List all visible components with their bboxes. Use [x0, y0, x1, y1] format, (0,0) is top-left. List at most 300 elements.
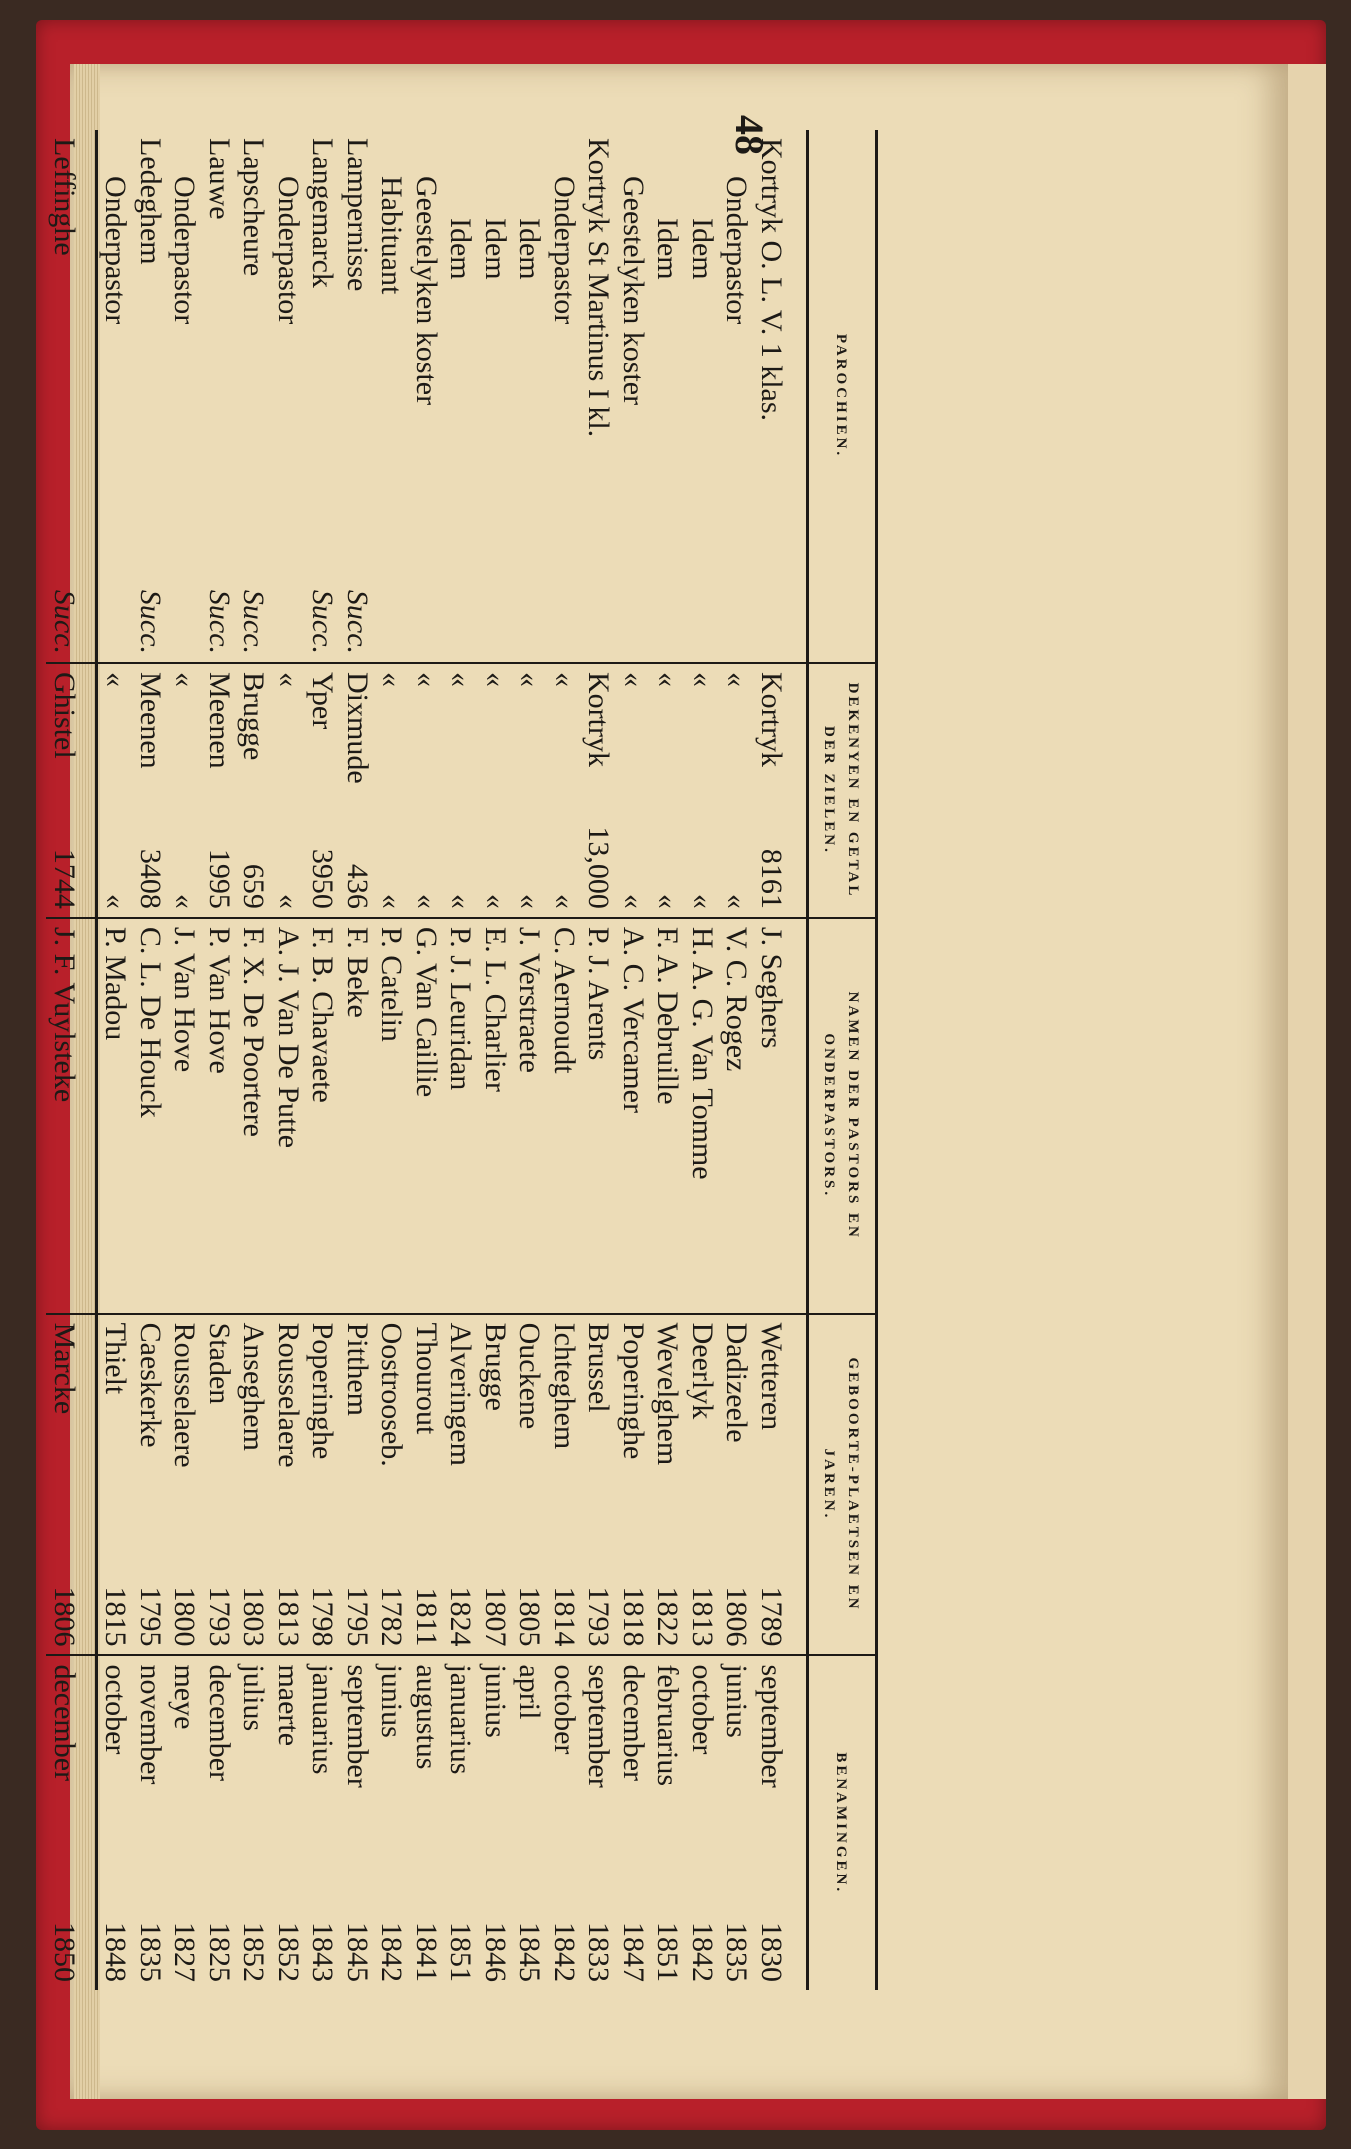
parochie-wrap	[167, 138, 202, 654]
benaming-jaar: 1842	[548, 1922, 581, 1982]
dekenij-wrap	[685, 672, 720, 909]
parochie-wrap	[236, 138, 271, 654]
geboorte-cell	[340, 1314, 375, 1656]
geboorte-plaats: Dadizeele	[720, 1322, 754, 1443]
geboorte-jaar: 1814	[548, 1586, 581, 1647]
benaming-cell	[202, 1655, 237, 1990]
geboorte-jaar: 1805	[513, 1586, 547, 1647]
geboorte-wrap	[512, 1323, 547, 1647]
benaming-wrap	[581, 1664, 616, 1982]
table-row	[512, 130, 547, 1990]
geboorte-jaar: 1795	[134, 1586, 167, 1647]
dekenij-cell	[340, 663, 375, 918]
zielen-count: «	[168, 893, 202, 909]
geboorte-wrap	[719, 1323, 754, 1647]
parochie-cell	[374, 130, 409, 663]
dekenij-cell	[547, 663, 582, 918]
table-row	[685, 130, 720, 1990]
page-number: 48	[727, 115, 772, 155]
benaming-wrap	[47, 1664, 82, 1982]
dekenij-cell	[616, 663, 651, 918]
benaming-wrap	[167, 1664, 202, 1982]
geboorte-cell	[167, 1314, 202, 1656]
pastor-name: P. Van Hove	[202, 918, 237, 1314]
geboorte-jaar: 1818	[617, 1586, 650, 1647]
pastor-name: H. A. G. Van Tomme	[685, 918, 720, 1314]
geboorte-cell	[97, 1314, 133, 1656]
parochie-name: Idem	[651, 218, 685, 280]
parochie-cell	[581, 130, 616, 663]
benaming-maand: october	[99, 1664, 133, 1755]
geboorte-wrap	[374, 1323, 409, 1647]
geboorte-jaar: 1800	[168, 1586, 202, 1647]
benaming-maand: november	[134, 1664, 167, 1785]
parochie-wrap	[443, 138, 478, 654]
pastor-name: C. L. De Houck	[133, 918, 168, 1314]
zielen-count: «	[617, 893, 650, 909]
benaming-maand: april	[513, 1664, 547, 1720]
geboorte-cell	[202, 1314, 237, 1656]
zielen-count: «	[272, 893, 305, 909]
dekenij-name: Brugge	[237, 672, 271, 761]
zielen-count: «	[479, 893, 512, 909]
benaming-wrap	[133, 1664, 168, 1982]
benaming-cell	[340, 1655, 375, 1990]
geboorte-plaats: Rousselaere	[272, 1322, 305, 1468]
benaming-cell	[133, 1655, 168, 1990]
benaming-cell	[650, 1655, 685, 1990]
geboorte-cell	[616, 1314, 651, 1656]
geboorte-jaar: 1798	[306, 1586, 340, 1647]
dekenij-wrap	[650, 672, 685, 909]
geboorte-wrap	[754, 1323, 789, 1647]
parochie-cell	[685, 130, 720, 663]
parochie-cell	[512, 130, 547, 663]
zielen-count: «	[444, 893, 478, 909]
dekenij-name: «	[479, 672, 512, 688]
geboorte-plaats: Caeskerke	[134, 1322, 167, 1448]
pastor-name: F. Beke	[340, 918, 375, 1314]
benaming-wrap	[650, 1664, 685, 1982]
benaming-maand: december	[617, 1664, 650, 1782]
parochie-name: Idem	[444, 218, 478, 280]
table-row	[443, 130, 478, 1990]
geboorte-cell	[754, 1314, 808, 1656]
parochie-name: Habituant	[375, 176, 409, 295]
benaming-cell	[47, 1655, 97, 1990]
geboorte-jaar: 1813	[272, 1586, 305, 1647]
table-row	[271, 130, 306, 1990]
parochie-wrap	[685, 138, 720, 654]
benaming-jaar: 1852	[272, 1922, 305, 1982]
geboorte-wrap	[271, 1323, 306, 1647]
parochie-name: Lampernisse	[341, 138, 374, 292]
dekenij-name: Meenen	[134, 672, 167, 769]
dekenij-wrap	[47, 672, 82, 909]
benaming-jaar: 1835	[134, 1922, 167, 1982]
zielen-count: «	[720, 893, 754, 909]
benaming-maand: october	[686, 1664, 719, 1755]
benaming-cell	[271, 1655, 306, 1990]
table-row	[202, 130, 237, 1990]
parochie-cell	[133, 130, 168, 663]
parochie-cell	[167, 130, 202, 663]
parochie-name: Idem	[513, 218, 547, 280]
geboorte-wrap	[340, 1323, 375, 1647]
parochie-wrap	[271, 138, 306, 654]
pastor-name: P. J. Leuridan	[443, 918, 478, 1314]
geboorte-jaar: 1793	[203, 1586, 236, 1647]
geboorte-plaats: Anseghem	[237, 1322, 271, 1451]
geboorte-cell	[236, 1314, 271, 1656]
geboorte-jaar: 1803	[237, 1586, 271, 1647]
parochie-name: Langemarck	[306, 138, 340, 288]
benaming-jaar: 1835	[720, 1922, 754, 1982]
benaming-jaar: 1841	[410, 1922, 443, 1982]
geboorte-plaats: Marcke	[48, 1322, 81, 1415]
dekenij-wrap	[547, 672, 582, 909]
benaming-cell	[547, 1655, 582, 1990]
geboorte-plaats: Staden	[203, 1322, 236, 1405]
benaming-cell	[754, 1655, 808, 1990]
geboorte-plaats: Brugge	[479, 1322, 512, 1411]
geboorte-plaats: Deerlyk	[686, 1322, 719, 1420]
benaming-jaar: 1845	[341, 1922, 374, 1982]
parochie-wrap	[340, 138, 375, 654]
benaming-cell	[97, 1655, 133, 1990]
dekenij-wrap	[443, 672, 478, 909]
pastor-name: G. Van Caillie	[409, 918, 444, 1314]
geboorte-jaar: 1811	[410, 1587, 443, 1647]
dekenij-name: «	[99, 672, 133, 688]
dekenij-cell	[97, 663, 133, 918]
pastor-name: P. Madou	[97, 918, 133, 1314]
parochie-wrap	[616, 138, 651, 654]
geboorte-wrap	[581, 1323, 616, 1647]
geboorte-wrap	[547, 1323, 582, 1647]
benaming-cell	[443, 1655, 478, 1990]
dekenij-cell	[374, 663, 409, 918]
benaming-wrap	[616, 1664, 651, 1982]
benaming-wrap	[340, 1664, 375, 1982]
benaming-maand: september	[582, 1664, 616, 1788]
dekenij-name: «	[375, 672, 409, 688]
geboorte-cell	[374, 1314, 409, 1656]
table-header-row	[808, 130, 877, 1990]
geboorte-wrap	[305, 1323, 340, 1647]
parochie-wrap	[409, 138, 444, 654]
dekenij-wrap	[581, 672, 616, 909]
geboorte-jaar: 1807	[479, 1586, 512, 1647]
benaming-cell	[616, 1655, 651, 1990]
succ-label: Succ.	[48, 589, 81, 655]
geboorte-cell	[478, 1314, 513, 1656]
benaming-cell	[478, 1655, 513, 1990]
benaming-wrap	[236, 1664, 271, 1982]
dekenij-cell	[202, 663, 237, 918]
zielen-count: «	[686, 893, 719, 909]
parochie-cell	[97, 130, 133, 663]
parochie-name: Onderpastor	[548, 176, 581, 325]
dekenij-wrap	[719, 672, 754, 909]
geboorte-cell	[581, 1314, 616, 1656]
zielen-count: «	[375, 893, 409, 909]
zielen-count: 436	[341, 863, 374, 909]
dekenij-cell	[167, 663, 202, 918]
pastor-name: J. Seghers	[754, 918, 808, 1314]
geboorte-plaats: Wetteren	[755, 1322, 788, 1431]
dekenij-cell	[271, 663, 306, 918]
benaming-wrap	[202, 1664, 237, 1982]
dekenij-wrap	[236, 672, 271, 909]
pastor-name: E. L. Charlier	[478, 918, 513, 1314]
table-row	[97, 130, 133, 1990]
geboorte-jaar: 1815	[99, 1586, 133, 1647]
col-header-benamingen: BENAMINGEN.	[808, 1655, 877, 1990]
dekenij-wrap	[340, 672, 375, 909]
zielen-count: «	[99, 893, 133, 909]
parochie-name: Lauwe	[203, 138, 236, 220]
rotated-page-content	[48, 95, 1298, 2079]
parochie-cell	[443, 130, 478, 663]
geboorte-wrap	[478, 1323, 513, 1647]
benaming-cell	[512, 1655, 547, 1990]
parochie-name: Lapscheure	[237, 138, 271, 277]
dekenij-cell	[47, 663, 97, 918]
benaming-wrap	[443, 1664, 478, 1982]
pastor-name: P. Catelin	[374, 918, 409, 1314]
pastor-name: V. C. Rogez	[719, 918, 754, 1314]
parochie-cell	[650, 130, 685, 663]
table-row	[547, 130, 582, 1990]
succ-label: Succ.	[341, 589, 374, 655]
benaming-jaar: 1847	[617, 1922, 650, 1982]
dekenij-name: «	[686, 672, 719, 688]
geboorte-wrap	[650, 1323, 685, 1647]
geboorte-wrap	[236, 1323, 271, 1647]
geboorte-wrap	[443, 1323, 478, 1647]
parochie-wrap	[305, 138, 340, 654]
parochie-name: Leffinghe	[48, 138, 81, 256]
zielen-count: 3950	[306, 848, 340, 909]
dekenij-name: «	[513, 672, 547, 688]
geboorte-jaar: 1824	[444, 1586, 478, 1647]
table-row	[650, 130, 685, 1990]
geboorte-plaats: Thielt	[99, 1322, 133, 1395]
geboorte-plaats: Ichteghem	[548, 1322, 581, 1450]
parochie-wrap	[650, 138, 685, 654]
benaming-maand: julius	[237, 1664, 271, 1732]
benaming-jaar: 1830	[755, 1922, 788, 1982]
parochie-name: Onderpastor	[272, 176, 305, 325]
parochie-wrap	[547, 138, 582, 654]
benaming-wrap	[271, 1664, 306, 1982]
geboorte-plaats: Poperinghe	[306, 1322, 340, 1460]
geboorte-cell	[547, 1314, 582, 1656]
geboorte-cell	[650, 1314, 685, 1656]
pastor-name: F. A. Debruille	[650, 918, 685, 1314]
benaming-cell	[374, 1655, 409, 1990]
table-row	[478, 130, 513, 1990]
table-row	[616, 130, 651, 1990]
dekenij-cell	[478, 663, 513, 918]
benaming-jaar: 1851	[651, 1922, 685, 1982]
geboorte-jaar: 1793	[582, 1586, 616, 1647]
col-header-geboorte: GEBOORTE-PLAETSEN EN JAREN.	[808, 1314, 877, 1656]
geboorte-cell	[133, 1314, 168, 1656]
geboorte-plaats: Poperinghe	[617, 1322, 650, 1460]
dekenij-cell	[719, 663, 754, 918]
geboorte-cell	[409, 1314, 444, 1656]
dekenij-cell	[685, 663, 720, 918]
geboorte-cell	[512, 1314, 547, 1656]
table-row	[581, 130, 616, 1990]
benaming-maand: meye	[168, 1664, 202, 1730]
benaming-wrap	[305, 1664, 340, 1982]
geboorte-jaar: 1813	[686, 1586, 719, 1647]
geboorte-plaats: Brussel	[582, 1322, 616, 1413]
benaming-cell	[581, 1655, 616, 1990]
geboorte-plaats: Rousselaere	[168, 1322, 202, 1468]
dekenij-name: «	[410, 672, 443, 688]
table-row	[305, 130, 340, 1990]
dekenij-cell	[443, 663, 478, 918]
geboorte-plaats: Alveringem	[444, 1322, 478, 1466]
parochie-cell	[340, 130, 375, 663]
dekenij-wrap	[478, 672, 513, 909]
benaming-cell	[685, 1655, 720, 1990]
geboorte-wrap	[167, 1323, 202, 1647]
benaming-maand: maerte	[272, 1664, 305, 1747]
parochie-name: Idem	[479, 218, 512, 280]
parochie-cell	[271, 130, 306, 663]
pastor-name: P. J. Arents	[581, 918, 616, 1314]
geboorte-plaats: Wevelghem	[651, 1322, 685, 1466]
dekenij-wrap	[305, 672, 340, 909]
geboorte-wrap	[47, 1323, 82, 1647]
dekenij-name: «	[444, 672, 478, 688]
geboorte-plaats: Thourout	[410, 1322, 443, 1435]
geboorte-jaar: 1822	[651, 1586, 685, 1647]
geboorte-plaats: Oostrooseb.	[375, 1322, 409, 1467]
benaming-jaar: 1833	[582, 1922, 616, 1982]
dekenij-wrap	[409, 672, 444, 909]
benaming-wrap	[547, 1664, 582, 1982]
parochie-name: Ledeghem	[134, 138, 167, 265]
succ-label: Succ.	[306, 589, 340, 655]
geboorte-jaar: 1806	[48, 1586, 81, 1647]
zielen-count: «	[651, 893, 685, 909]
zielen-count: «	[548, 893, 581, 909]
dekenij-cell	[305, 663, 340, 918]
dekenij-cell	[133, 663, 168, 918]
succ-label: Succ.	[203, 589, 236, 655]
parochie-cell	[719, 130, 754, 663]
benaming-jaar: 1852	[237, 1922, 271, 1982]
geboorte-wrap	[133, 1323, 168, 1647]
benaming-maand: october	[548, 1664, 581, 1755]
benaming-maand: junius	[720, 1664, 754, 1738]
table-row	[374, 130, 409, 1990]
geboorte-wrap	[202, 1323, 237, 1647]
parochie-wrap	[47, 138, 82, 654]
parochie-name: Geestelyken koster	[617, 176, 650, 406]
dekenij-name: Kortryk	[755, 672, 788, 767]
zielen-count: «	[410, 893, 443, 909]
dekenij-wrap	[616, 672, 651, 909]
dekenij-name: «	[272, 672, 305, 688]
geboorte-plaats: Ouckene	[513, 1322, 547, 1430]
col-header-dekenyen: DEKENYEN EN GETAL DER ZIELEN.	[808, 663, 877, 918]
dekenij-cell	[512, 663, 547, 918]
geboorte-plaats: Pitthem	[341, 1322, 374, 1416]
table-row	[167, 130, 202, 1990]
benaming-cell	[719, 1655, 754, 1990]
pastor-name: C. Aernoudt	[547, 918, 582, 1314]
parochie-cell	[754, 130, 808, 663]
benaming-jaar: 1825	[203, 1922, 236, 1982]
parochie-name: Onderpastor	[168, 176, 202, 325]
benaming-wrap	[512, 1664, 547, 1982]
dekenij-wrap	[512, 672, 547, 909]
table-body	[47, 130, 808, 1990]
parochie-wrap	[719, 138, 754, 654]
table-row	[133, 130, 168, 1990]
benaming-cell	[236, 1655, 271, 1990]
parochie-cell	[305, 130, 340, 663]
pastor-name: J. Van Hove	[167, 918, 202, 1314]
parochie-cell	[409, 130, 444, 663]
geboorte-wrap	[616, 1323, 651, 1647]
benaming-cell	[167, 1655, 202, 1990]
geboorte-cell	[47, 1314, 97, 1656]
parochie-cell	[236, 130, 271, 663]
parochie-wrap	[133, 138, 168, 654]
benaming-wrap	[685, 1664, 720, 1982]
table-row	[409, 130, 444, 1990]
dekenij-name: «	[168, 672, 202, 688]
zielen-count: 3408	[134, 848, 167, 909]
pastor-name: A. J. Van De Putte	[271, 918, 306, 1314]
table-row	[754, 130, 808, 1990]
benaming-jaar: 1827	[168, 1922, 202, 1982]
benaming-jaar: 1851	[444, 1922, 478, 1982]
dekenij-name: «	[548, 672, 581, 688]
benaming-wrap	[719, 1664, 754, 1982]
benaming-jaar: 1842	[686, 1922, 719, 1982]
pastor-name: F. B. Chavaete	[305, 918, 340, 1314]
dekenij-name: Yper	[306, 672, 340, 730]
parochie-cell	[47, 130, 97, 663]
table-row	[719, 130, 754, 1990]
col-header-namen: NAMEN DER PASTORS EN ONDERPASTORS.	[808, 918, 877, 1314]
benaming-wrap	[98, 1664, 133, 1982]
benaming-maand: september	[341, 1664, 374, 1788]
geboorte-cell	[443, 1314, 478, 1656]
benaming-wrap	[754, 1664, 789, 1982]
dekenij-name: Meenen	[203, 672, 236, 769]
parochie-wrap	[581, 138, 616, 654]
zielen-count: 8161	[755, 848, 788, 909]
geboorte-cell	[271, 1314, 306, 1656]
dekenij-name: «	[720, 672, 754, 688]
dekenij-name: Ghistel	[48, 672, 81, 759]
parochie-cell	[202, 130, 237, 663]
benaming-jaar: 1846	[479, 1922, 512, 1982]
benaming-maand: december	[203, 1664, 236, 1782]
benaming-maand: januarius	[306, 1664, 340, 1775]
benaming-maand: junius	[479, 1664, 512, 1738]
